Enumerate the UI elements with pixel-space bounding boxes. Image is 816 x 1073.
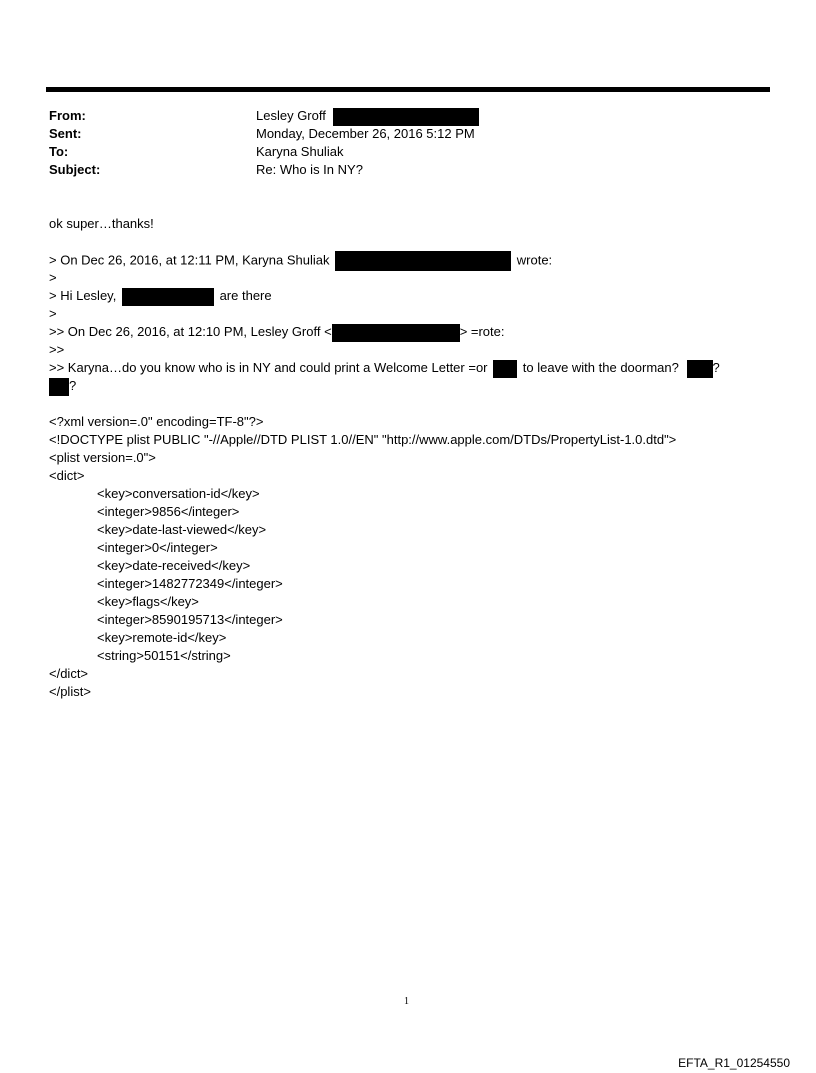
plist-line: <integer>8590195713</integer> — [97, 612, 283, 627]
to-label: To: — [49, 144, 69, 159]
plist-line: <key>date-last-viewed</key> — [97, 522, 267, 537]
plist-line: <integer>1482772349</integer> — [97, 576, 283, 591]
quote-text: are there — [219, 288, 272, 303]
from-value — [256, 107, 479, 126]
quote-text: to leave with the doorman? — [522, 360, 679, 375]
quote-line — [49, 323, 505, 342]
bates-number: EFTA_R1_01254550 — [678, 1056, 790, 1070]
quote-line: >> — [49, 342, 65, 357]
plist-line: <!DOCTYPE plist PUBLIC "-//Apple//DTD PLIST 1.0//EN" "http://www.apple.com/DTDs/PropertyList-1.0.dtd"> — [49, 432, 677, 447]
sent-value: Monday, December 26, 2016 5:12 PM — [256, 126, 475, 141]
sent-label: Sent: — [49, 126, 82, 141]
plist-line: <integer>9856</integer> — [97, 504, 240, 519]
quote-text: > =rote: — [459, 324, 505, 339]
quote-line: > — [49, 306, 57, 321]
to-value: Karyna Shuliak — [256, 144, 344, 159]
plist-line: <string>50151</string> — [97, 648, 231, 663]
quote-text: > Hi Lesley, — [49, 288, 117, 303]
quote-line — [49, 377, 76, 396]
quote-line — [49, 359, 720, 378]
plist-line: <dict> — [49, 468, 85, 483]
plist-line: <key>flags</key> — [97, 594, 199, 609]
redaction-box — [687, 360, 713, 378]
header-rule — [46, 87, 770, 92]
redaction-box — [493, 360, 517, 378]
redaction-box — [122, 288, 214, 306]
plist-line: <?xml version=.0" encoding=TF-8"?> — [49, 414, 264, 429]
quote-text: ? — [712, 360, 720, 375]
plist-line: <key>date-received</key> — [97, 558, 251, 573]
quote-text: > On Dec 26, 2016, at 12:11 PM, Karyna Shuliak — [49, 252, 330, 268]
page-number: 1 — [404, 996, 409, 1007]
subject-value: Re: Who is In NY? — [256, 162, 363, 177]
plist-line: <key>remote-id</key> — [97, 630, 227, 645]
quote-text: >> On Dec 26, 2016, at 12:10 PM, Lesley Groff < — [49, 324, 332, 339]
plist-line: <plist version=.0"> — [49, 450, 156, 465]
subject-label: Subject: — [49, 162, 101, 177]
redaction-box — [332, 324, 460, 342]
quote-line: > — [49, 270, 57, 285]
plist-line: <integer>0</integer> — [97, 540, 218, 555]
quote-line — [49, 251, 552, 271]
from-label: From: — [49, 108, 86, 123]
quote-line — [49, 287, 272, 306]
reply-text: ok super…thanks! — [49, 216, 154, 231]
quote-text: wrote: — [516, 252, 553, 268]
from-name: Lesley Groff — [256, 108, 326, 123]
redaction-box — [333, 108, 479, 126]
plist-line: </dict> — [49, 666, 89, 681]
quote-text: ? — [69, 378, 77, 393]
quote-text: >> Karyna…do you know who is in NY and could print a Welcome Letter =or — [49, 360, 488, 375]
plist-line: <key>conversation-id</key> — [97, 486, 260, 501]
plist-line: </plist> — [49, 684, 91, 699]
redaction-box — [335, 251, 511, 271]
redaction-box — [49, 378, 69, 396]
